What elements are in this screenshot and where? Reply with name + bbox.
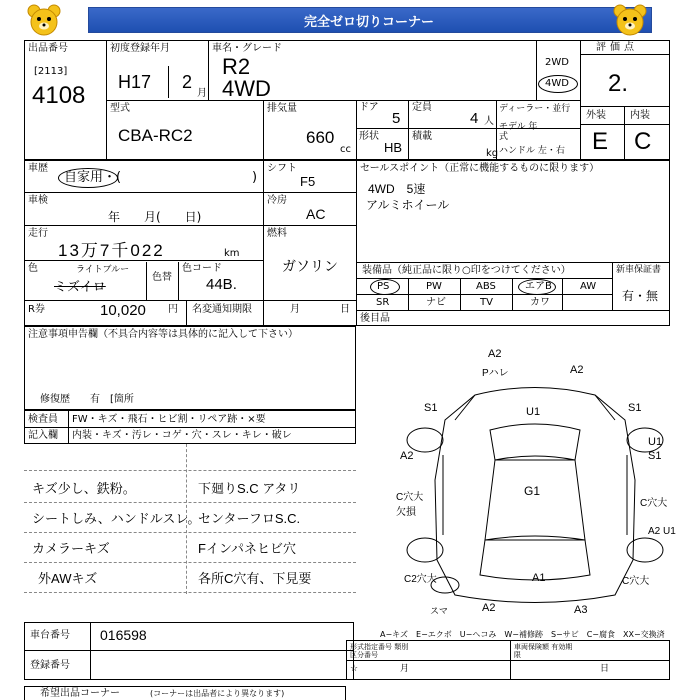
hw-left-4: 外AWキズ — [38, 571, 98, 586]
first-reg-month-unit: 月 — [197, 88, 207, 99]
model-label: 車名・グレード — [212, 43, 282, 54]
mark-a2-top: A2 — [488, 348, 502, 360]
reg-no-label: 登録番号 — [30, 660, 70, 671]
doc-row-3: 月 — [400, 664, 410, 674]
warranty-value: 有・無 — [622, 289, 659, 303]
first-reg-month: 2 — [182, 72, 193, 92]
displacement-unit: cc — [340, 144, 351, 155]
color-interior-label: 色替 — [152, 272, 172, 283]
damage-legend: A−キズ E−エクボ U−ヘコみ W−補修跡 S−サビ C−腐食 XX−交換済 — [380, 630, 665, 639]
first-reg-label: 初度登録年月 — [110, 43, 170, 54]
mark-a2-top-right: A2 — [570, 364, 584, 376]
equip-airbag: エアB — [525, 281, 552, 292]
rear-seat-label: 後目品 — [360, 313, 390, 324]
model-grade: 4WD — [222, 76, 271, 101]
mark-suma: スマ — [430, 606, 448, 616]
shape-value: HB — [384, 140, 403, 155]
equip-sr: SR — [376, 297, 390, 308]
history-value: 自家用・( — [64, 170, 122, 185]
vehicle-no-block — [24, 622, 354, 680]
footer-note: (コーナーは出品者により異なります) — [150, 689, 285, 698]
name-change-month: 月 — [290, 304, 300, 315]
shape-label: 形状 — [359, 131, 379, 142]
mark-c2-left: C2穴大 — [404, 574, 437, 585]
inspector-row-2: 内装・キズ・汚レ・コゲ・穴・スレ・キレ・破レ — [72, 430, 292, 441]
doc-star: ☆ — [350, 664, 359, 674]
mark-c-right: C穴大 — [640, 498, 668, 509]
hw-left-2: シートしみ、ハンドルスレ。 — [32, 511, 201, 526]
model-name: R2 — [222, 54, 251, 79]
hw-right-1: 下廻りS.C アタリ — [198, 481, 301, 496]
listing-label: 出品番号 — [28, 43, 68, 54]
mark-c-rear-right: C穴大 — [622, 576, 650, 587]
score-value: 2. — [608, 70, 629, 97]
mark-u1-right: U1 — [648, 436, 663, 448]
color-code-label: 色コード — [182, 263, 222, 274]
hw-right-4: 各所C穴有、下見要 — [198, 571, 312, 586]
fuel-value: ガソリン — [282, 258, 338, 274]
aircon-label: 冷房 — [267, 195, 287, 206]
bear-logo-left — [26, 3, 62, 37]
mileage-label: 走行 — [28, 228, 48, 239]
displacement-value: 660 — [306, 128, 335, 147]
dealer-handle: ハンドル 左・右 — [499, 146, 565, 156]
fuel-label: 燃料 — [267, 228, 287, 239]
name-change-label: 名変通知期限 — [192, 304, 252, 315]
type-value: CBA-RC2 — [118, 126, 193, 145]
recycle-value: 10,020 — [100, 302, 146, 319]
doc-row-4: 日 — [600, 664, 610, 674]
doors-label: ドア — [359, 102, 379, 113]
color-code: 44B. — [206, 276, 237, 293]
inspection-label: 車検 — [28, 195, 48, 206]
header-title: 完全ゼロ切りコーナー — [303, 15, 434, 30]
history-close: ) — [252, 170, 258, 185]
inspector-label-1: 検査員 — [28, 414, 58, 425]
hw-right-2: センターフロS.C. — [198, 511, 301, 526]
sales-line-1: 4WD 5速 — [368, 182, 426, 196]
sales-line-2: アルミホイール — [366, 198, 450, 212]
drive-2wd: 2WD — [545, 57, 569, 68]
mark-a2-bottom: A2 — [482, 602, 496, 614]
mark-a3: A3 — [574, 604, 588, 616]
equip-tv: TV — [480, 297, 493, 308]
interior-value: C — [634, 128, 652, 155]
dealer-model-year: モデル 年式 — [499, 122, 538, 142]
inspection-text: 年 月( 日) — [108, 210, 202, 224]
mark-u1-top: U1 — [526, 406, 541, 418]
name-change-day: 日 — [340, 304, 350, 315]
load-label: 積載 — [412, 131, 432, 142]
listing-sub: [2113] — [34, 66, 68, 77]
equip-navi: ナビ — [426, 297, 446, 308]
load-unit: kg — [486, 148, 499, 159]
capacity-label: 定員 — [412, 102, 432, 113]
mileage-value: 13万7千022 — [58, 241, 165, 260]
dealer-label: ディーラー・並行 — [499, 104, 571, 114]
color-note: ライトブルー — [76, 265, 130, 275]
drive-4wd: 4WD — [545, 78, 569, 89]
hw-left-1: キズ少し、鉄粉。 — [32, 481, 136, 496]
history-label: 車歴 — [28, 163, 48, 174]
capacity-value: 4 — [470, 110, 479, 127]
inspector-label-2: 記入欄 — [28, 430, 58, 441]
hw-right-3: Fインパネヒビ穴 — [198, 541, 297, 556]
displacement-label: 排気量 — [267, 103, 297, 114]
color-value: ミズイロ — [54, 279, 106, 294]
vehicle-no-label: 車台番号 — [30, 630, 70, 641]
first-reg-year: H17 — [118, 72, 152, 92]
mark-a2-left: A2 — [400, 450, 414, 462]
exterior-label: 外装 — [586, 110, 606, 121]
equip-aw: AW — [580, 281, 597, 292]
mark-a2-right-2: A2 U1 — [648, 526, 676, 537]
inspector-row-1: FW・キズ・飛石・ヒビ割・リペア跡・×要 — [72, 414, 266, 425]
footer-label: 希望出品コーナー — [40, 688, 120, 699]
hw-left-3: カメラーキズ — [32, 541, 110, 556]
aircon-value: AC — [306, 206, 326, 222]
bear-logo-right — [612, 3, 648, 37]
color-label: 色 — [28, 263, 38, 274]
interior-label: 内装 — [630, 110, 650, 121]
equip-ps: PS — [377, 281, 390, 292]
mark-s1-left: S1 — [424, 402, 438, 414]
listing-number: 4108 — [32, 82, 86, 109]
sales-label: セールスポイント（正常に機能するものに限ります） — [360, 163, 600, 174]
doc-row-1: 形式指定番号 類別区分番号 — [350, 643, 409, 659]
equip-pw: PW — [426, 281, 442, 292]
mark-c-left: C穴大 欠損 — [396, 492, 424, 518]
mileage-unit: km — [224, 248, 240, 259]
shift-value: F5 — [300, 174, 316, 189]
recycle-unit: 円 — [168, 304, 178, 315]
shift-label: シフト — [267, 163, 297, 174]
mark-g1: G1 — [524, 484, 541, 498]
equip-abs: ABS — [476, 281, 496, 292]
mark-pillar: Pハレ — [482, 368, 509, 379]
equip-leather: カワ — [530, 297, 550, 308]
warranty-label: 新車保証書 — [616, 265, 662, 275]
mark-s1-right: S1 — [628, 402, 642, 414]
equipment-label: 装備品（純正品に限り○印をつけてください） — [362, 265, 571, 276]
doc-row-2: 車両保険額 有効期限 — [514, 643, 573, 659]
vehicle-no-value: 016598 — [100, 627, 147, 643]
notes-repair: 修復歴 有 [箇所 — [40, 394, 134, 405]
notes-label: 注意事項申告欄（不具合内容等は具体的に記入して下さい） — [28, 329, 298, 340]
score-label: 評価点 — [596, 42, 638, 53]
recycle-label: R券 — [28, 304, 45, 315]
mark-a1: A1 — [532, 572, 546, 584]
capacity-unit: 人 — [484, 116, 494, 127]
type-label: 型式 — [110, 103, 130, 114]
doors-value: 5 — [392, 110, 401, 127]
mark-s1-right-2: S1 — [648, 450, 662, 462]
exterior-value: E — [592, 128, 609, 155]
